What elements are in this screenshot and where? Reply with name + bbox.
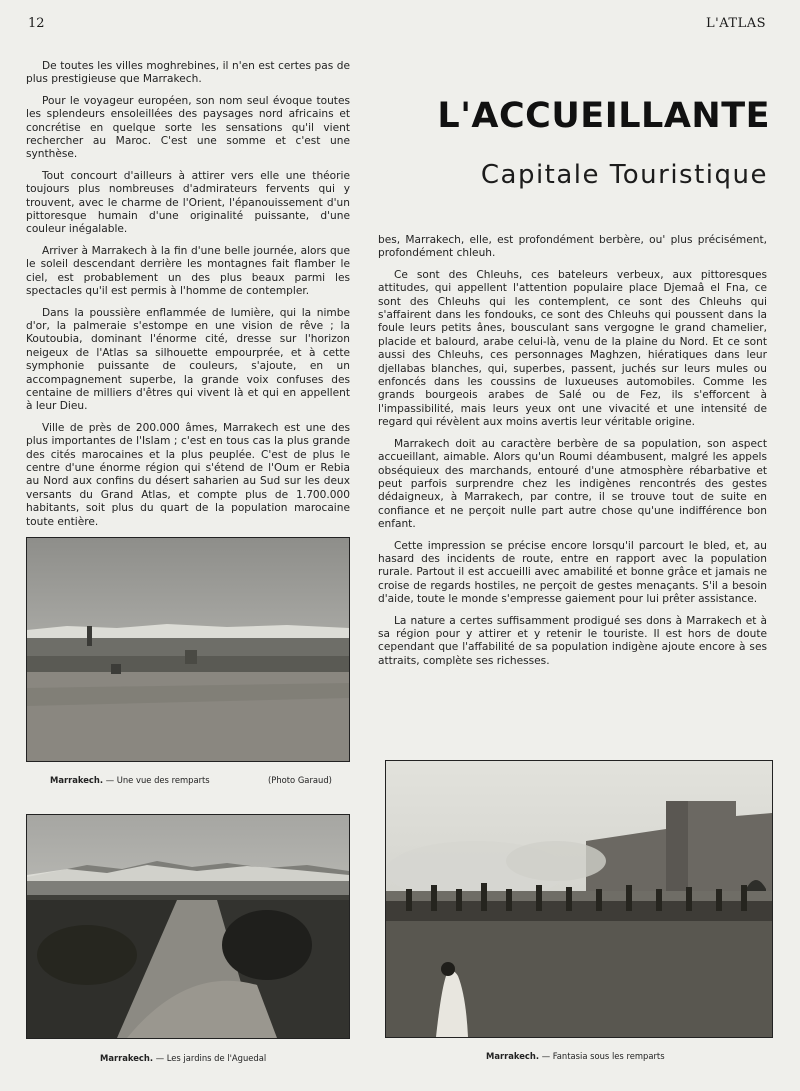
- paragraph: Marrakech doit au caractère berbère de sa population, son aspect accueillant, aimable. Alors qu'un Roumi déambusent, malgré les appels obséquieux des marchands, entouré d'une atmosphère rébarbative et peut parfois surprendre chez les indigènes rencontrés des gestes dédaigneux, à Marrakech, par contre, il se trouve tout de suite en confiance et ne perçoit nulle part autre chose qu'une indifférence bon enfant.: [378, 437, 767, 531]
- paragraph: Tout concourt d'ailleurs à attirer vers elle une théorie toujours plus nombreuses d'admirateurs fervents qui y trouvent, avec le charme de l'Orient, l'épanouissement d'un pittoresque humain d'une originalité puissante, d'une couleur inégalable.: [26, 169, 350, 236]
- caption-text: — Une vue des remparts: [105, 775, 210, 785]
- caption-place: Marrakech.: [100, 1053, 154, 1063]
- photo-caption: [100, 1053, 266, 1063]
- paragraph: bes, Marrakech, elle, est profondément berbère, ou' plus précisément, profondément chleuh.: [378, 234, 767, 260]
- paragraph: Ce sont des Chleuhs, ces bateleurs verbeux, aux pittoresques attitudes, qui appellent l'attention populaire place Djemaâ el Fna, ce sont des Chleuhs qui les contemplent, ce sont des Chleuhs qui s'affairent dans les fondouks, ce sont des Chleuhs qui poussent dans la foule leurs petits ânes, bousculant sans vergogne le grand chamelier, placide et balourd, arabe celui-là, venu de la plaine du Nord. Et ce sont aussi des Chleuhs, ces personnages Maghzen, hiératiques dans leur djellabas blanches, qui, superbes, passent, juchés sur leurs mules ou enfoncés dans les coussins de luxueuses automobiles. Comme les grands bourgeois arabes de Salé ou de Fez, ils s'efforcent à l'impassibilité, mais leurs yeux ont une vivacité et une intensité de regard qui révèlent aux moins avertis leur véritable origine.: [378, 268, 767, 429]
- running-head: L'ATLAS: [706, 16, 766, 31]
- caption-text: — Fantasia sous les remparts: [541, 1051, 665, 1061]
- paragraph: Arriver à Marrakech à la fin d'une belle journée, alors que le soleil descendant derrière les montagnes fait flamber le ciel, est probablement un des plus beaux parmi les spectacles qu'il est permis à l'homme de contempler.: [26, 244, 350, 298]
- paragraph: La nature a certes suffisamment prodigué ses dons à Marrakech et à sa région pour y attirer et y retenir le touriste. Il est hors de doute cependant que l'affabilité de sa population indigène ajoute encore à ses attraits, complète ses richesses.: [378, 614, 767, 667]
- photo-caption: [486, 1051, 665, 1061]
- caption-place: Marrakech.: [50, 775, 104, 785]
- paragraph: Cette impression se précise encore lorsqu'il parcourt le bled, et, au hasard des incidents de route, entre en rapport avec la population rurale. Partout il est accueilli avec amabilité et bonne grâce et jamais ne croise de regards hostiles, ne perçoit de gestes menaçants. S'il a besoin d'aide, toute le monde s'empresse gaiement pour lui prêter assistance.: [378, 539, 767, 606]
- photo-aguedal-gardens: [26, 814, 350, 1039]
- photo-fantasia: [385, 760, 773, 1038]
- paragraph: Ville de près de 200.000 âmes, Marrakech est une des plus importantes de l'Islam ; c'est en tous cas la plus grande des cités marocaines et la plus peuplée. C'est de plus le centre d'une énorme région qui s'étend de l'Oum er Rebia au Nord aux confins du désert saharien au Sud sur les deux versants du Grand Atlas, et compte plus de 1.700.000 habitants, soit plus du quart de la population marocaine toute entière.: [26, 421, 350, 528]
- photo-credit: (Photo Garaud): [268, 775, 332, 785]
- paragraph: De toutes les villes moghrebines, il n'en est certes pas de plus prestigieuse que Marrakech.: [26, 60, 350, 86]
- photo-caption: [50, 775, 210, 785]
- paragraph: Pour le voyageur européen, son nom seul évoque toutes les splendeurs ensoleillées des paysages nord africains et concrétise en quelque sorte les sensations qu'il vient rechercher au Maroc. C'est une somme et c'est une synthèse.: [26, 94, 350, 161]
- page-number: 12: [28, 16, 45, 31]
- article-subtitle: Capitale Touristique: [480, 160, 768, 190]
- caption-text: — Les jardins de l'Aguedal: [155, 1053, 267, 1063]
- article-title: L'ACCUEILLANTE: [437, 96, 770, 136]
- photo-ramparts-view: [26, 537, 350, 762]
- article-column-left: [26, 60, 350, 585]
- caption-place: Marrakech.: [486, 1051, 540, 1061]
- paragraph: Dans la poussière enflammée de lumière, qui la nimbe d'or, la palmeraie s'estompe en une vision de rêve ; la Koutoubia, dominant l'énorme cité, dresse sur l'horizon neigeux de l'Atlas sa silhouette empourprée, et à cette symphonie puissante de couleurs, s'ajoute, en un accompagnement superbe, la grande voix confuses des centaine de milliers d'êtres qui vivent là et qui en appellent à leur Dieu.: [26, 306, 350, 413]
- article-column-right: [378, 234, 767, 676]
